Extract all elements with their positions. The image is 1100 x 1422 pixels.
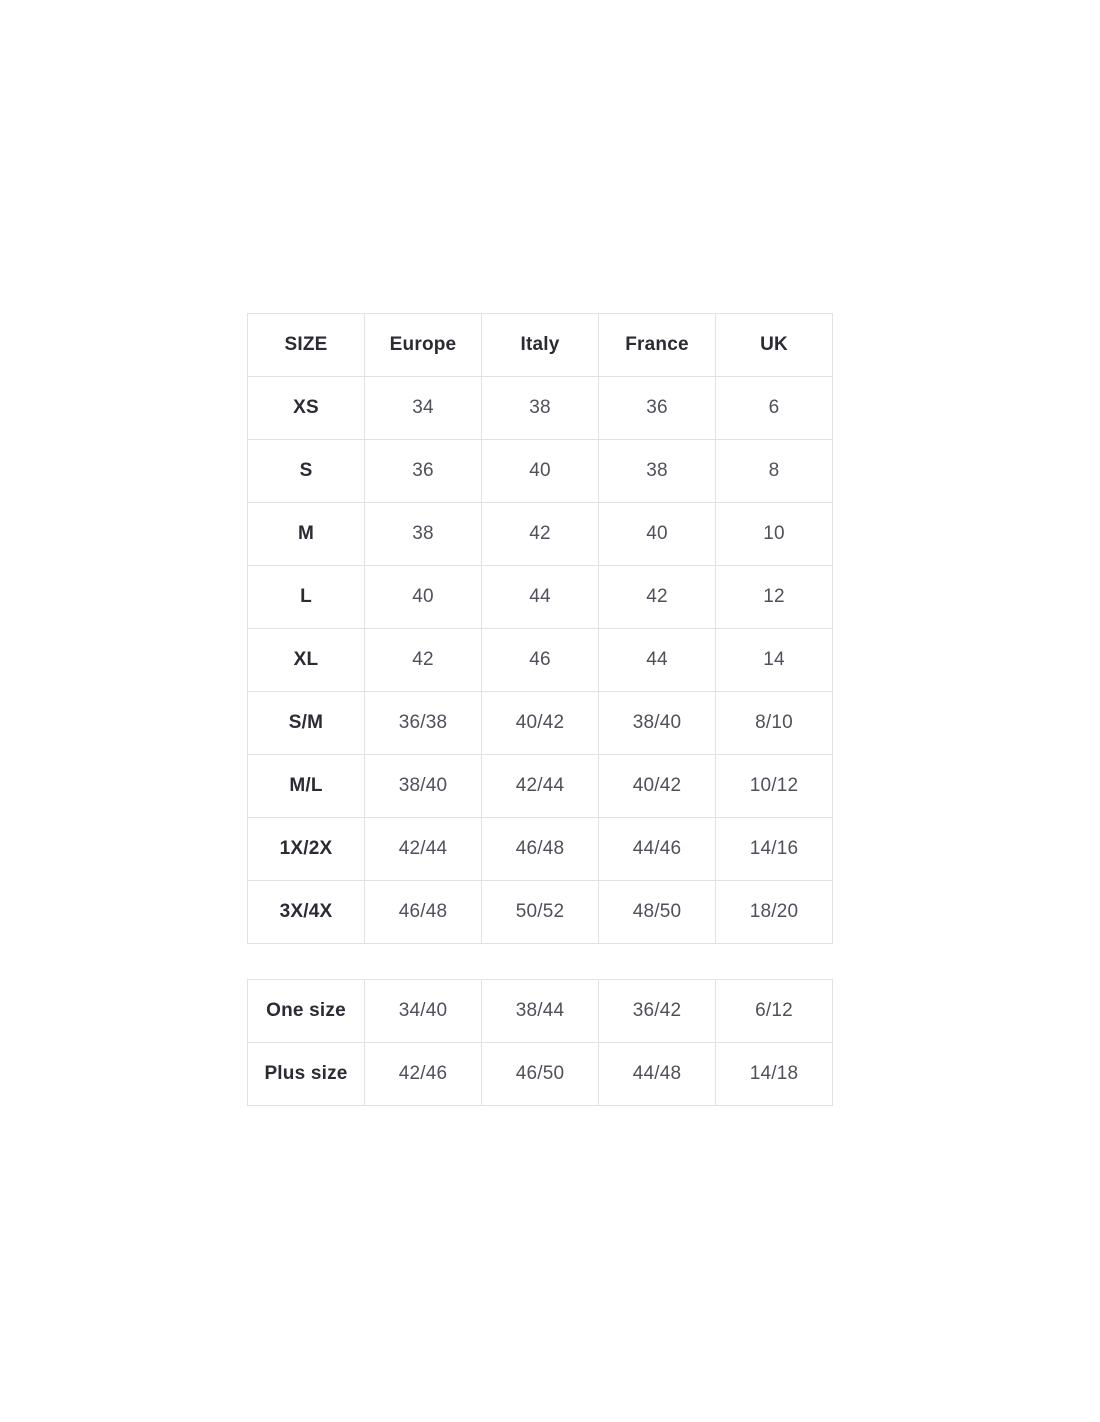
header-row xyxy=(248,314,833,377)
table-row-l xyxy=(248,566,833,629)
table-row-s xyxy=(248,440,833,503)
size-value-cell: 40 xyxy=(365,566,482,629)
size-value-cell: 14/18 xyxy=(716,1043,833,1106)
size-value-cell: 14 xyxy=(716,629,833,692)
table-row-xl xyxy=(248,629,833,692)
size-label-cell: M xyxy=(248,503,365,566)
size-value-cell: 36/38 xyxy=(365,692,482,755)
size-value-cell: 8/10 xyxy=(716,692,833,755)
size-value-cell: 34 xyxy=(365,377,482,440)
size-value-cell: 36 xyxy=(599,377,716,440)
size-value-cell: 42 xyxy=(482,503,599,566)
size-label-cell: 1X/2X xyxy=(248,818,365,881)
size-value-cell: 44 xyxy=(599,629,716,692)
table-row-3x-4x xyxy=(248,881,833,944)
column-header-france: France xyxy=(599,314,716,377)
size-value-cell: 40/42 xyxy=(599,755,716,818)
size-value-cell: 46/50 xyxy=(482,1043,599,1106)
size-value-cell: 46 xyxy=(482,629,599,692)
table-row-s-m xyxy=(248,692,833,755)
size-value-cell: 38 xyxy=(482,377,599,440)
size-value-cell: 38/40 xyxy=(365,755,482,818)
size-value-cell: 44/48 xyxy=(599,1043,716,1106)
size-value-cell: 42 xyxy=(599,566,716,629)
table-row-one-size xyxy=(248,980,833,1043)
size-value-cell: 12 xyxy=(716,566,833,629)
size-label-cell: Plus size xyxy=(248,1043,365,1106)
size-label-cell: XS xyxy=(248,377,365,440)
size-value-cell: 36 xyxy=(365,440,482,503)
table-row-xs xyxy=(248,377,833,440)
size-label-cell: One size xyxy=(248,980,365,1043)
size-value-cell: 44/46 xyxy=(599,818,716,881)
size-value-cell: 46/48 xyxy=(482,818,599,881)
size-value-cell: 38/44 xyxy=(482,980,599,1043)
size-value-cell: 6/12 xyxy=(716,980,833,1043)
size-value-cell: 44 xyxy=(482,566,599,629)
size-label-cell: M/L xyxy=(248,755,365,818)
size-value-cell: 40 xyxy=(599,503,716,566)
size-value-cell: 36/42 xyxy=(599,980,716,1043)
column-header-size: SIZE xyxy=(248,314,365,377)
size-value-cell: 38 xyxy=(365,503,482,566)
size-value-cell: 34/40 xyxy=(365,980,482,1043)
special-size-table xyxy=(247,979,833,1106)
table-row-m-l xyxy=(248,755,833,818)
column-header-italy: Italy xyxy=(482,314,599,377)
size-label-cell: S xyxy=(248,440,365,503)
size-value-cell: 40 xyxy=(482,440,599,503)
column-header-uk: UK xyxy=(716,314,833,377)
size-value-cell: 18/20 xyxy=(716,881,833,944)
size-value-cell: 42/46 xyxy=(365,1043,482,1106)
size-value-cell: 42 xyxy=(365,629,482,692)
table-row-1x-2x xyxy=(248,818,833,881)
size-value-cell: 10 xyxy=(716,503,833,566)
size-value-cell: 38/40 xyxy=(599,692,716,755)
size-value-cell: 42/44 xyxy=(482,755,599,818)
size-value-cell: 48/50 xyxy=(599,881,716,944)
size-conversion-table xyxy=(247,313,833,944)
column-header-europe: Europe xyxy=(365,314,482,377)
size-value-cell: 42/44 xyxy=(365,818,482,881)
size-value-cell: 6 xyxy=(716,377,833,440)
size-value-cell: 10/12 xyxy=(716,755,833,818)
size-value-cell: 40/42 xyxy=(482,692,599,755)
size-label-cell: L xyxy=(248,566,365,629)
table-row-plus-size xyxy=(248,1043,833,1106)
size-value-cell: 8 xyxy=(716,440,833,503)
size-value-cell: 38 xyxy=(599,440,716,503)
size-value-cell: 14/16 xyxy=(716,818,833,881)
size-label-cell: XL xyxy=(248,629,365,692)
size-label-cell: 3X/4X xyxy=(248,881,365,944)
table-row-m xyxy=(248,503,833,566)
size-value-cell: 46/48 xyxy=(365,881,482,944)
size-value-cell: 50/52 xyxy=(482,881,599,944)
size-label-cell: S/M xyxy=(248,692,365,755)
